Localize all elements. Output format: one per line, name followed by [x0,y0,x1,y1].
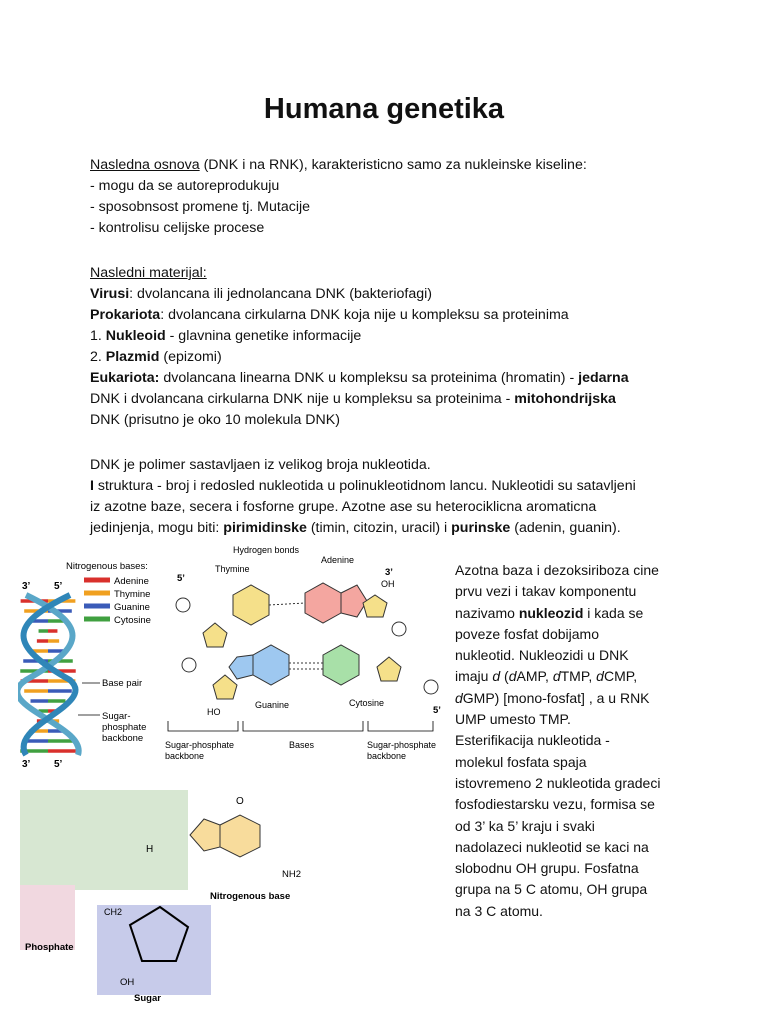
section-hereditary-material [90,263,680,431]
term-prokariota: Prokariota [90,307,161,323]
prime-label: 3’ [385,567,393,578]
side-line: nadolazeci nukleotid se kaci na [455,838,649,855]
sugar-ring [213,675,237,699]
base-pairing-figure [163,545,450,770]
cytosine-label: Cytosine [349,698,385,708]
text-span: AMP, [516,668,553,685]
eukariota-line [90,368,680,389]
item-text: (epizomi) [159,349,222,365]
oh-label: OH [120,977,135,988]
bullet-item: - mogu da se autoreprodukuju [90,178,280,194]
intro-line [90,155,680,176]
polymer-line: DNK je polimer sastavljaen iz velikog broja nukleotida. [90,457,431,473]
list-item [90,347,680,368]
virusi-text: : dvolancana ili jednolancana DNK (bakteriofagi) [129,286,433,302]
purine-ring [220,815,260,857]
side-line: poveze fosfat dobijamo [455,625,599,642]
text-span: ( [500,668,509,685]
text-span: (timin, citozin, uracil) i [306,520,452,536]
term-purinske: purinske [451,520,511,536]
side-line: Azotna baza i dezoksiriboza cine [455,562,659,578]
italic-d: d [552,668,561,685]
term-eukariota: Eukariota: [90,370,160,386]
text-span: imaju [455,668,493,685]
nitrogenous-base-label: Nitrogenous base [210,891,291,902]
term-nukleozid: nukleozid [518,604,584,621]
prime-label: 5’ [433,705,441,716]
section-hereditary-basis [90,155,680,239]
side-line: grupa na 5 C atomu, OH grupa [455,881,648,898]
sugar-ring [377,657,401,681]
adenine-ring [305,583,341,623]
term-virusi: Virusi [90,286,130,302]
text-span: nazivamo [455,604,519,621]
italic-d: d [455,689,463,706]
thymine-label: Thymine [215,564,250,574]
item-number: 1. [90,328,106,344]
base-pair-label: Base pair [102,678,143,689]
term-primary-structure: I [90,478,94,494]
guanine-label: Guanine [255,700,290,710]
structure-line-2: iz azotne baze, secera i fosforne grupe. Azotne ase su heterociklicna aromaticna [90,499,597,515]
prime-label: 3’ [22,759,31,770]
backbone-label: backbone [367,751,407,761]
side-line: od 3’ ka 5’ kraju i svaki [455,817,595,834]
backbone-label: backbone [165,751,205,761]
side-line: prvu vezi i takav komponentu [455,583,637,600]
cytosine-ring [323,645,359,685]
prokariota-line [90,305,680,326]
sugar-label: Sugar [134,993,161,1004]
adenine-label: Adenine [321,555,355,565]
side-line [455,603,690,624]
section-heading: Nasledna osnova [90,157,200,173]
backbone-label: Sugar-phosphate [165,740,235,750]
eukariota-line-3: DNK (prisutno je oko 10 molekula DNK) [90,412,340,428]
term-pirimidinske: pirimidinske [223,520,307,536]
phosphate-group [424,680,438,694]
prime-label: 5’ [177,573,185,584]
dna-helix-figure [18,555,168,775]
prime-label: 5’ [54,581,63,592]
backbone-label: Sugar- [102,711,131,722]
italic-d: d [596,668,604,685]
italic-d: d [508,668,517,685]
side-line: UMP umesto TMP. [455,711,571,728]
oxygen-label: O [236,796,244,807]
intro-text: (DNK i na RNK), karakteristicno samo za nukleinske kiseline: [199,157,587,173]
term-nukleoid: Nukleoid [105,328,166,344]
term-mitohondrijska: mitohondrijska [514,391,616,407]
side-paragraph [455,560,690,922]
text-span: GMP) [mono-fosfat] , a u RNK [462,689,650,706]
phosphate-label: Phosphate [25,942,74,953]
guanine-ring [229,655,253,679]
legend [84,576,151,626]
side-line: fosfodiestarsku vezu, formisa se [455,796,655,813]
guanine-ring [253,645,289,685]
structure-line [90,476,680,497]
text-span: i kada se [583,604,644,621]
backbone-label: Sugar-phosphate [367,740,437,750]
item-text: - glavnina genetike informacije [165,328,362,344]
hydrogen-label: H [146,844,154,855]
ho-label: HO [207,707,221,717]
phosphate-group [182,658,196,672]
sugar-ring [363,595,387,617]
italic-d: d [492,668,501,685]
term-jedarna: jedarna [578,370,629,386]
ch2-label: CH2 [104,907,123,917]
eukariota-text-2: DNK i dvolancana cirkularna DNK nije u kompleksu sa proteinima - [90,391,515,407]
side-line: na 3 C atomu. [455,902,543,919]
document-title: Humana genetika [263,93,505,125]
text-span: (adenin, guanin). [510,520,621,536]
side-line: molekul fosfata spaja [455,753,587,770]
phosphate-group [176,598,190,612]
phosphate-box [20,885,75,950]
structure-line-3 [90,518,680,539]
text-span: jedinjenja, mogu biti: [90,520,224,536]
amine-label: NH2 [282,869,302,880]
legend-label: Adenine [114,576,149,587]
side-line: Esterifikacija nukleotida - [455,732,610,749]
nitrogenous-base-box [20,790,188,890]
bullet-item: - kontrolisu celijske procese [90,220,265,236]
eukariota-text: dvolancana linearna DNK u kompleksu sa proteinima (hromatin) - [159,370,579,386]
legend-label: Guanine [114,602,150,613]
thymine-ring [233,585,269,625]
list-item [90,326,680,347]
bracket-lines [168,721,433,731]
legend-label: Thymine [114,589,151,600]
adenine-ring [341,585,367,617]
legend-label: Cytosine [114,615,151,626]
prokariota-text: : dvolancana cirkularna DNK koja nije u kompleksu sa proteinima [160,307,569,323]
term-plazmid: Plazmid [105,349,160,365]
side-line [455,688,690,709]
backbone-label: phosphate [102,722,147,733]
item-number: 2. [90,349,106,365]
phosphate-group [392,622,406,636]
bases-label: Bases [289,740,315,750]
text-span: CMP, [603,668,638,685]
structure-text: struktura - broj i redosled nukleotida u polinukleotidnom lancu. Nukleotidi su satavljeni [93,478,636,494]
eukariota-line-2 [90,389,680,410]
section-heading: Nasledni materijal: [90,265,207,281]
nucleotide-figure [20,785,320,1010]
sugar-box [97,905,211,995]
hydrogen-bonds-label: Hydrogen bonds [233,545,300,555]
side-line: slobodnu OH grupu. Fosfatna [455,860,639,877]
oh-label: OH [381,579,395,589]
bullet-item: - sposobnsost promene tj. Mutacije [90,199,311,215]
purine-ring [190,819,220,851]
text-span: TMP, [560,668,597,685]
virusi-line [90,284,680,305]
side-line: istovremeno 2 nukleotida gradeci [455,774,661,791]
backbone-label: backbone [102,733,144,744]
prime-label: 5’ [54,759,63,770]
prime-label: 3’ [22,581,31,592]
legend-title: Nitrogenous bases: [66,561,148,572]
side-line: nukleotid. Nukleozidi u DNK [455,647,629,664]
section-dna-polymer [90,455,680,539]
sugar-ring [203,623,227,647]
side-line [455,666,690,687]
